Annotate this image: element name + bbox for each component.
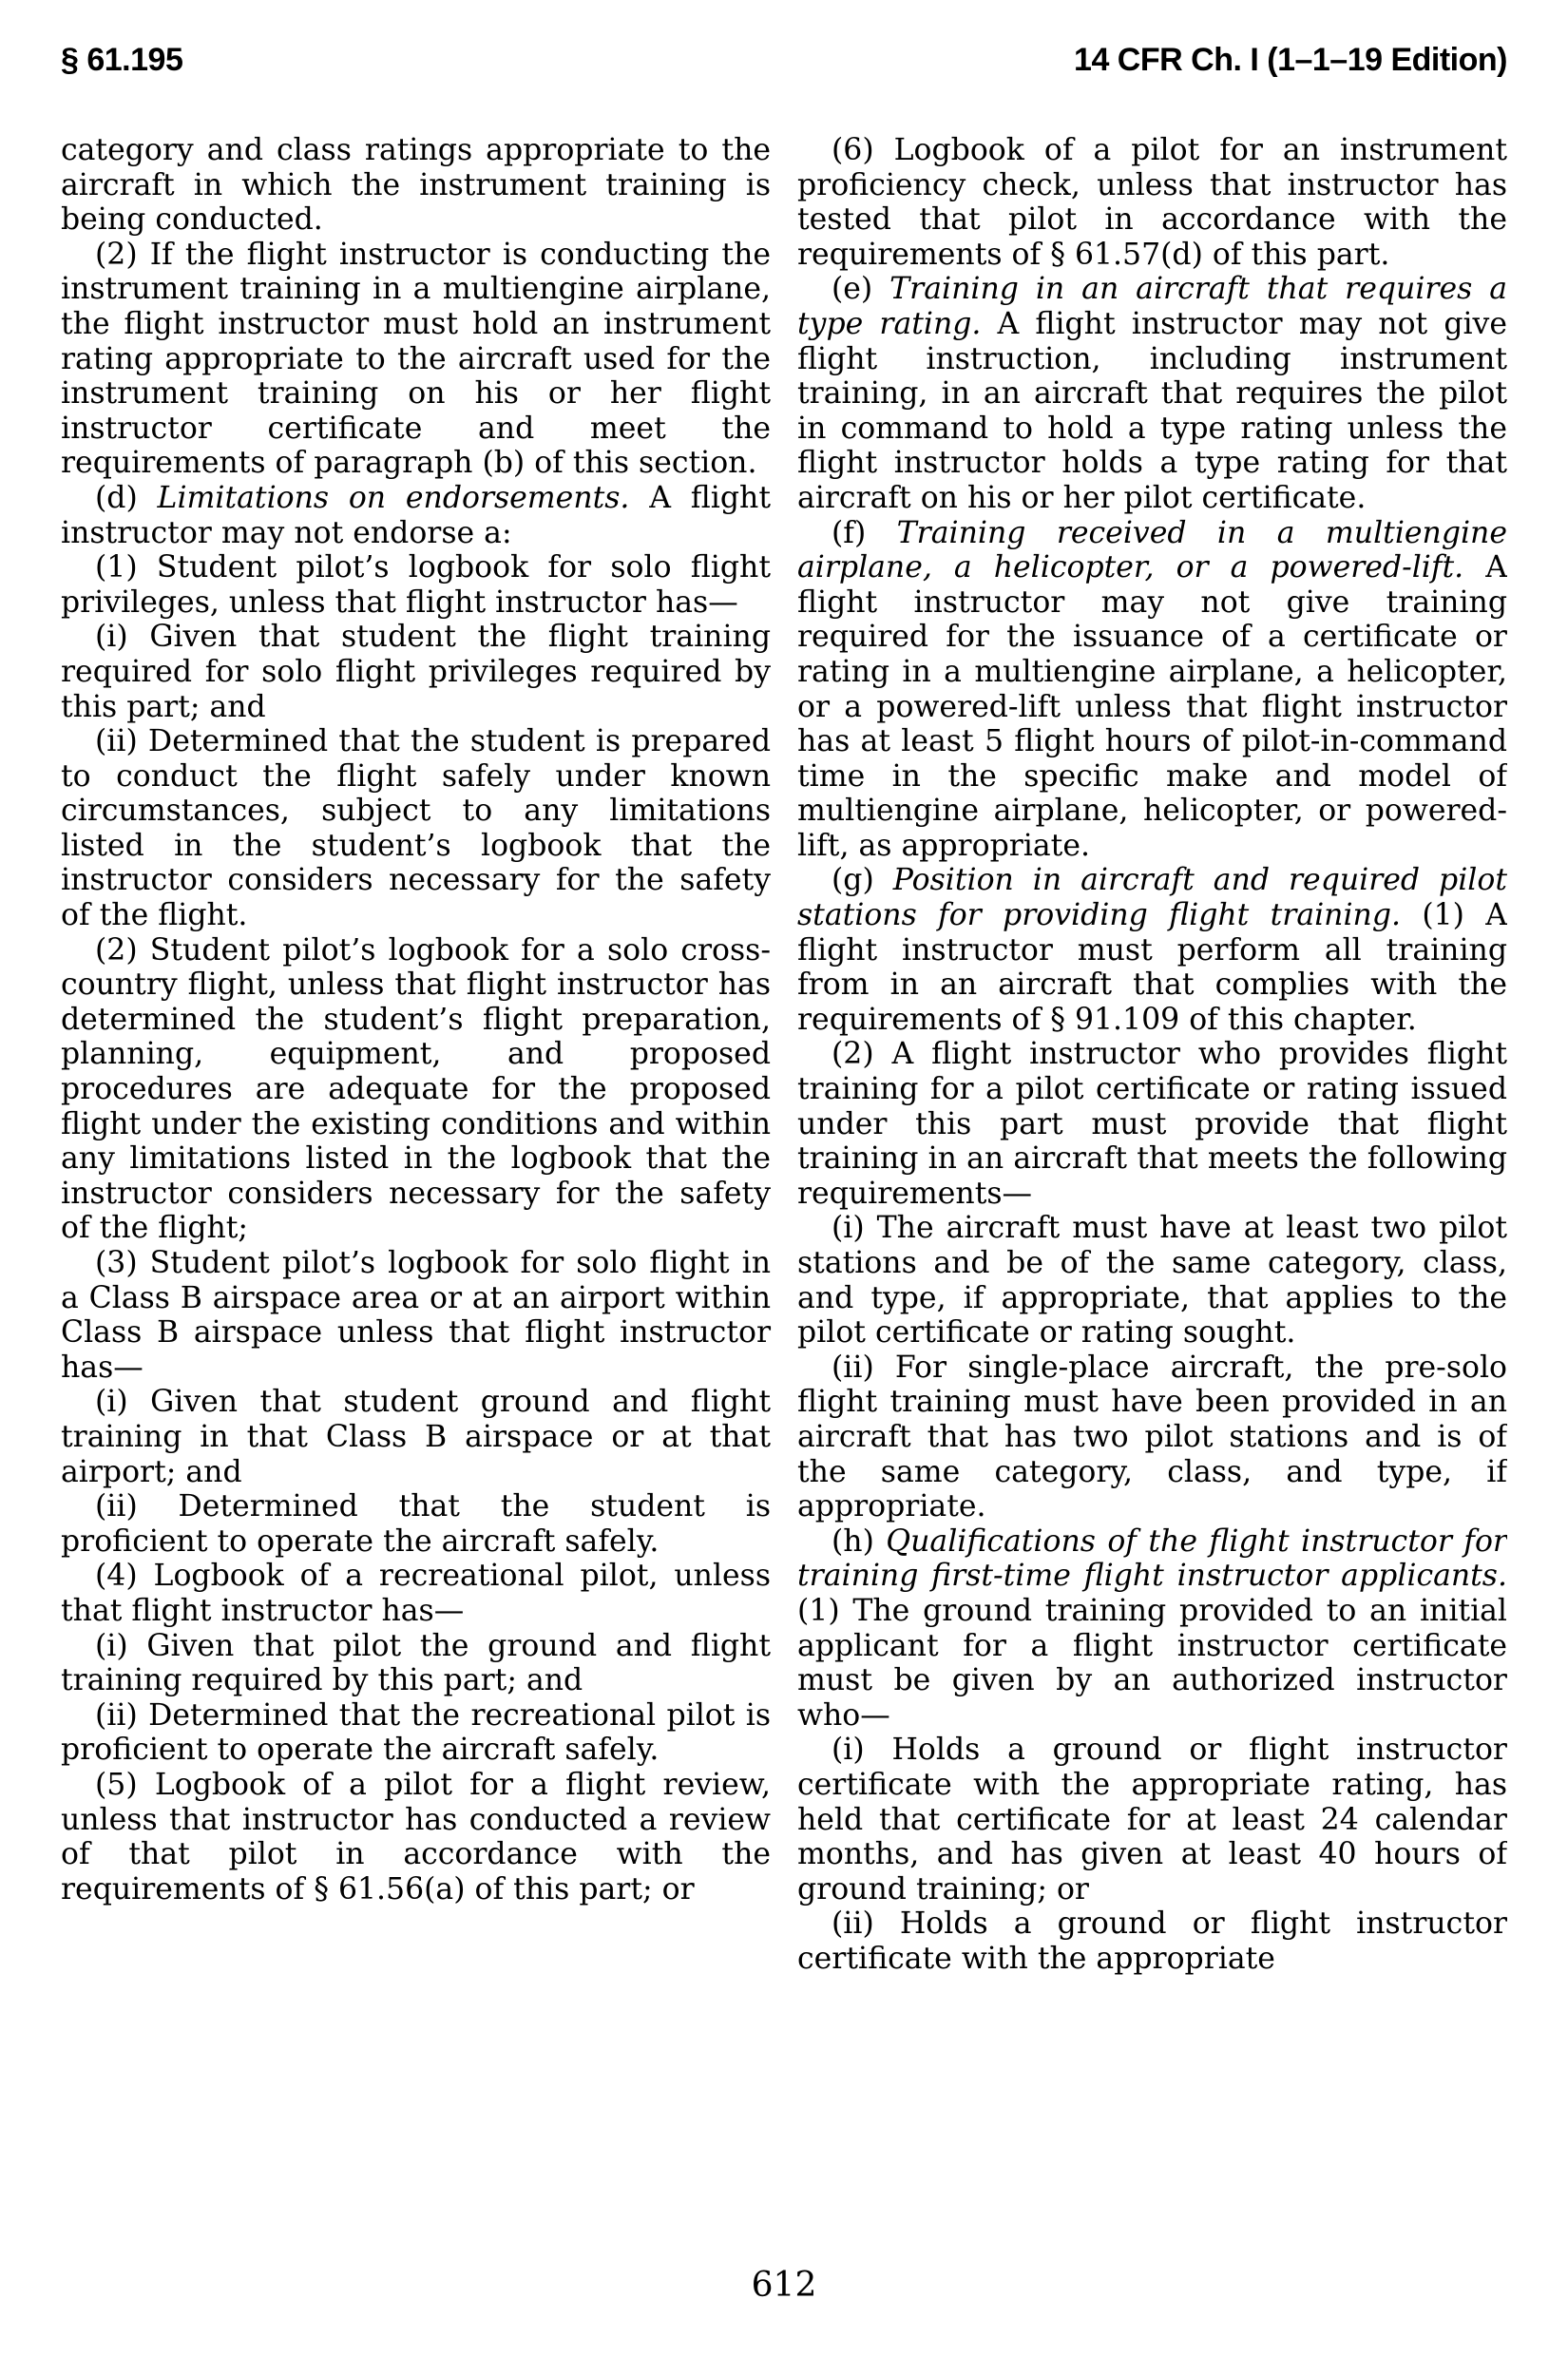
paragraph xyxy=(797,1733,1507,1907)
right-column xyxy=(797,133,1507,2224)
paragraph xyxy=(61,620,771,724)
edition-header: 14 CFR Ch. I (1–1–19 Edition) xyxy=(1074,42,1507,78)
text-run: (2) A flight instructor who provides flight training for a pilot certificate or rating issued under this part must provide that flight training in an aircraft that meets the following requirements— xyxy=(797,1037,1507,1211)
text-run: (ii) Determined that the recreational pilot is proficient to operate the aircraft safely. xyxy=(61,1697,771,1768)
paragraph xyxy=(61,481,771,550)
text-run: (3) Student pilot’s logbook for solo flight in a Class B airspace area or at an airport within Class B airspace unless that flight instructor has— xyxy=(61,1246,771,1385)
italic-text: Training received in a multiengine airplane, a helicopter, or a powered-lift. xyxy=(797,515,1507,585)
italic-text: Position in aircraft and required pilot stations for providing flight training. xyxy=(797,863,1507,933)
paragraph xyxy=(797,863,1507,1037)
text-run: (4) Logbook of a recreational pilot, unless that flight instructor has— xyxy=(61,1559,771,1628)
text-run: (i) Given that pilot the ground and flight training required by this part; and xyxy=(61,1628,771,1698)
paragraph xyxy=(61,133,771,238)
text-run: (2) If the flight instructor is conducting the instrument training in a multiengine airplane, the flight instructor must hold an instrument rating appropriate to the aircraft used for the instrument training on his or her flight instructor certificate and meet the requirements of paragraph (b) of this section. xyxy=(61,237,771,481)
paragraph xyxy=(61,1559,771,1628)
text-run: (1) The ground training provided to an initial applicant for a flight instructor certificate must be given by an authorized instructor who— xyxy=(797,1593,1507,1733)
text-run: (i) Holds a ground or flight instructor certificate with the appropriate rating, has held that certificate for at least 24 calendar months, and has given at least 40 hours of ground training; or xyxy=(797,1733,1507,1907)
paragraph xyxy=(797,133,1507,272)
paragraph xyxy=(797,1351,1507,1524)
italic-text: Training in an aircraft that requires a type rating. xyxy=(797,272,1507,341)
paragraph xyxy=(61,550,771,620)
text-run: (1) A flight instructor must perform all training from in an aircraft that complies with the requirements of § 91.109 of this chapter. xyxy=(797,898,1507,1037)
text-run: (f) xyxy=(832,515,897,550)
text-run: (h) xyxy=(832,1523,887,1559)
paragraph xyxy=(797,272,1507,515)
text-run: (5) Logbook of a pilot for a flight review, unless that instructor has conducted a review of that pilot in accordance with the requirements of § 61.56(a) of this part; or xyxy=(61,1767,771,1907)
paragraph xyxy=(61,1246,771,1385)
paragraph xyxy=(61,1489,771,1559)
paragraph xyxy=(61,1385,771,1489)
page-number: 612 xyxy=(751,2266,817,2305)
text-run: (g) xyxy=(832,863,893,898)
page-footer xyxy=(0,2266,1568,2305)
text-columns xyxy=(61,133,1507,2224)
paragraph xyxy=(797,1037,1507,1211)
paragraph xyxy=(61,1768,771,1907)
text-run: A flight instructor may not give training required for the issuance of a certificate or rating in a multiengine airplane, a helicopter, or a powered-lift unless that flight instructor has at least 5 flight hours of pilot-in-command time in the specific make and model of multiengine airplane, helicopter, or powered-lift, as appropriate. xyxy=(797,550,1507,863)
text-run: (d) xyxy=(95,480,158,515)
italic-text: Limitations on endorsements. xyxy=(157,480,630,515)
paragraph xyxy=(61,933,771,1246)
paragraph xyxy=(797,516,1507,864)
text-run: (1) Student pilot’s logbook for solo flight privileges, unless that flight instructor has— xyxy=(61,550,771,620)
italic-text: Qualifications of the flight instructor for training first-time flight instructor applicants. xyxy=(797,1523,1507,1594)
text-run: (ii) Determined that the student is proficient to operate the aircraft safely. xyxy=(61,1489,771,1559)
paragraph xyxy=(797,1524,1507,1734)
text-run: A flight instructor may not give flight instruction, including instrument training, in an aircraft that requires the pilot in command to hold a type rating unless the flight instructor holds a type rating for that aircraft on his or her pilot certificate. xyxy=(797,306,1507,515)
paragraph xyxy=(797,1907,1507,1976)
text-run: A flight instructor may not endorse a: xyxy=(61,480,771,550)
text-run: (ii) Holds a ground or flight instructor certificate with the appropriate xyxy=(797,1907,1507,1976)
paragraph xyxy=(61,238,771,481)
text-run: (6) Logbook of a pilot for an instrument proficiency check, unless that instructor has tested that pilot in accordance with the requirements of § 61.57(d) of this part. xyxy=(797,133,1507,272)
text-run: category and class ratings appropriate to the aircraft in which the instrument training is being conducted. xyxy=(61,133,771,238)
text-run: (e) xyxy=(832,272,890,307)
text-run: (ii) For single-place aircraft, the pre-solo flight training must have been provided in an aircraft that has two pilot stations and is of the same category, class, and type, if appropriate. xyxy=(797,1350,1507,1524)
text-run: (i) Given that student ground and flight training in that Class B airspace or at that airport; and xyxy=(61,1385,771,1489)
page-header xyxy=(61,42,1507,79)
paragraph xyxy=(61,724,771,933)
paragraph xyxy=(61,1698,771,1768)
paragraph xyxy=(61,1629,771,1698)
section-number-header: § 61.195 xyxy=(61,42,183,78)
paragraph xyxy=(797,1211,1507,1350)
text-run: (ii) Determined that the student is prepared to conduct the flight safely under known circumstances, subject to any limitations listed in the student’s logbook that the instructor considers necessary for the safety of the flight. xyxy=(61,724,771,933)
text-run: (2) Student pilot’s logbook for a solo cross-country flight, unless that flight instructor has determined the student’s flight preparation, planning, equipment, and proposed procedures are adequate for the proposed flight under the existing conditions and within any limitations listed in the logbook that the instructor considers necessary for the safety of the flight; xyxy=(61,932,771,1246)
left-column xyxy=(61,133,771,2224)
text-run: (i) The aircraft must have at least two pilot stations and be of the same category, class, and type, if appropriate, that applies to the pilot certificate or rating sought. xyxy=(797,1211,1507,1351)
text-run: (i) Given that student the flight training required for solo flight privileges required by this part; and xyxy=(61,620,771,724)
